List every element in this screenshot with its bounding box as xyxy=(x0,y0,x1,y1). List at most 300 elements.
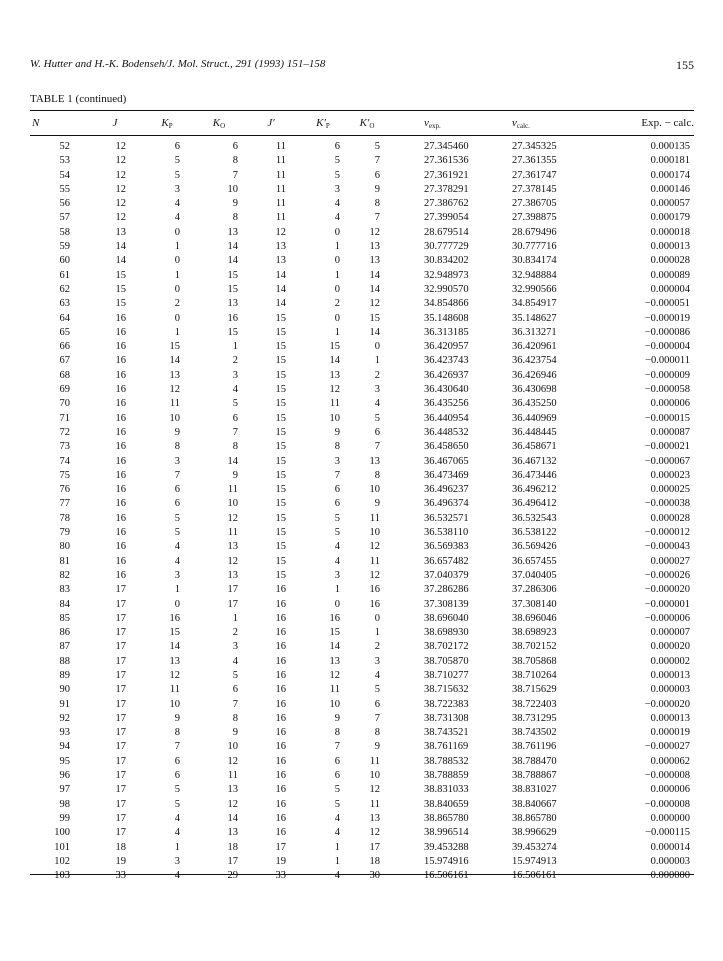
cell-j-prime: 16 xyxy=(275,798,286,810)
table-row xyxy=(0,599,723,613)
cell-nu-exp: 15.974916 xyxy=(424,855,469,867)
cell-ko: 10 xyxy=(227,498,238,510)
column-header-symbol: Exp. − calc. xyxy=(641,117,694,129)
cell-nu-exp: 16.506161 xyxy=(424,870,469,882)
cell-ko: 13 xyxy=(227,827,238,839)
cell-exp-minus-calc: 0.000135 xyxy=(650,141,690,152)
table-row xyxy=(0,799,723,813)
cell-kp: 4 xyxy=(174,212,180,224)
cell-ko: 9 xyxy=(232,727,238,739)
table-row xyxy=(0,527,723,541)
table-row xyxy=(0,284,723,298)
cell-n: 97 xyxy=(59,784,70,796)
cell-kp: 8 xyxy=(174,727,180,739)
cell-n: 76 xyxy=(59,484,70,496)
cell-ko: 12 xyxy=(227,512,238,524)
cell-n: 90 xyxy=(59,684,70,696)
cell-kp-prime: 4 xyxy=(334,541,340,553)
cell-kp-prime: 1 xyxy=(334,855,340,867)
cell-ko: 14 xyxy=(227,455,238,467)
table-row xyxy=(0,341,723,355)
cell-j-prime: 14 xyxy=(275,298,286,310)
cell-kp: 15 xyxy=(169,627,180,639)
cell-nu-exp: 38.702172 xyxy=(424,641,469,653)
cell-ko: 8 xyxy=(232,441,238,453)
cell-n: 68 xyxy=(59,369,70,381)
cell-ko: 10 xyxy=(227,183,238,195)
table-row xyxy=(0,584,723,598)
cell-n: 77 xyxy=(59,498,70,510)
cell-ko-prime: 14 xyxy=(369,283,380,295)
table-caption: TABLE 1 (continued) xyxy=(30,93,127,105)
cell-n: 91 xyxy=(59,698,70,710)
cell-exp-minus-calc: 0.000174 xyxy=(650,169,690,181)
cell-n: 70 xyxy=(59,398,70,410)
cell-j: 17 xyxy=(115,741,126,753)
cell-n: 69 xyxy=(59,384,70,396)
cell-ko: 9 xyxy=(232,198,238,210)
cell-exp-minus-calc: −0.000011 xyxy=(645,355,690,367)
cell-j: 18 xyxy=(115,841,126,853)
cell-j: 16 xyxy=(115,341,126,353)
cell-n: 86 xyxy=(59,627,70,639)
cell-exp-minus-calc: −0.000043 xyxy=(644,541,690,553)
cell-n: 102 xyxy=(54,855,70,867)
cell-j: 16 xyxy=(115,555,126,567)
cell-ko: 11 xyxy=(227,770,238,782)
cell-ko: 10 xyxy=(227,741,238,753)
cell-exp-minus-calc: 0.000007 xyxy=(650,627,690,639)
table-row xyxy=(0,842,723,856)
cell-j-prime: 11 xyxy=(275,212,286,224)
cell-kp-prime: 15 xyxy=(329,341,340,353)
cell-nu-exp: 37.286286 xyxy=(424,584,469,596)
cell-nu-exp: 38.788859 xyxy=(424,770,469,782)
cell-n: 95 xyxy=(59,755,70,767)
cell-j-prime: 15 xyxy=(275,555,286,567)
table-row xyxy=(0,856,723,870)
cell-ko-prime: 8 xyxy=(374,198,380,210)
table-row xyxy=(0,484,723,498)
cell-kp: 0 xyxy=(174,226,180,238)
cell-kp-prime: 13 xyxy=(329,369,340,381)
table-row xyxy=(0,570,723,584)
cell-kp: 1 xyxy=(174,326,180,338)
cell-ko-prime: 12 xyxy=(369,569,380,581)
table-row xyxy=(0,670,723,684)
table-row xyxy=(0,627,723,641)
cell-exp-minus-calc: 0.000089 xyxy=(650,269,690,281)
cell-nu-exp: 32.990570 xyxy=(424,283,469,295)
cell-kp-prime: 15 xyxy=(329,627,340,639)
cell-nu-exp: 27.361536 xyxy=(424,155,469,167)
cell-kp: 9 xyxy=(174,426,180,438)
cell-kp-prime: 1 xyxy=(334,584,340,596)
cell-ko: 13 xyxy=(227,298,238,310)
cell-nu-exp: 38.743521 xyxy=(424,727,469,739)
cell-nu-exp: 36.426937 xyxy=(424,369,469,381)
table-row xyxy=(0,398,723,412)
table-row xyxy=(0,313,723,327)
cell-n: 103 xyxy=(54,870,70,882)
cell-j-prime: 14 xyxy=(275,283,286,295)
cell-j-prime: 16 xyxy=(275,655,286,667)
cell-exp-minus-calc: 0.000013 xyxy=(650,712,690,724)
table-row xyxy=(0,556,723,570)
cell-j: 17 xyxy=(115,727,126,739)
cell-exp-minus-calc: 0.000006 xyxy=(650,398,690,410)
cell-kp: 12 xyxy=(169,384,180,396)
cell-j: 12 xyxy=(115,155,126,167)
cell-j: 16 xyxy=(115,469,126,481)
cell-ko-prime: 12 xyxy=(369,226,380,238)
column-header-subscript: P xyxy=(168,122,173,130)
cell-j: 17 xyxy=(115,798,126,810)
cell-nu-exp: 36.448532 xyxy=(424,426,469,438)
cell-kp: 4 xyxy=(174,827,180,839)
cell-j: 16 xyxy=(115,498,126,510)
cell-kp-prime: 5 xyxy=(334,155,340,167)
cell-nu-exp: 38.731308 xyxy=(424,712,469,724)
cell-nu-calc: 32.948884 xyxy=(512,269,557,281)
cell-exp-minus-calc: −0.000067 xyxy=(644,455,690,467)
table-row xyxy=(0,613,723,627)
column-header-ko xyxy=(202,117,236,130)
cell-nu-calc: 30.834174 xyxy=(512,255,557,267)
cell-kp-prime: 9 xyxy=(334,712,340,724)
cell-nu-calc: 38.865780 xyxy=(512,812,557,824)
cell-j: 17 xyxy=(115,627,126,639)
cell-ko-prime: 11 xyxy=(369,755,380,767)
cell-kp: 11 xyxy=(169,398,180,410)
cell-kp-prime: 8 xyxy=(334,727,340,739)
cell-ko: 18 xyxy=(227,841,238,853)
cell-n: 75 xyxy=(59,469,70,481)
cell-ko-prime: 5 xyxy=(374,684,380,696)
table-row xyxy=(0,184,723,198)
cell-j: 12 xyxy=(115,141,126,152)
cell-j: 16 xyxy=(115,541,126,553)
cell-kp-prime: 3 xyxy=(334,183,340,195)
table-row xyxy=(0,827,723,841)
cell-j-prime: 16 xyxy=(275,669,286,681)
cell-kp: 8 xyxy=(174,441,180,453)
cell-kp: 3 xyxy=(174,455,180,467)
cell-ko: 15 xyxy=(227,269,238,281)
cell-exp-minus-calc: −0.000020 xyxy=(644,698,690,710)
cell-n: 61 xyxy=(59,269,70,281)
cell-n: 64 xyxy=(59,312,70,324)
cell-nu-exp: 38.996514 xyxy=(424,827,469,839)
cell-j-prime: 15 xyxy=(275,455,286,467)
cell-n: 84 xyxy=(59,598,70,610)
cell-j: 16 xyxy=(115,569,126,581)
cell-j-prime: 16 xyxy=(275,684,286,696)
cell-n: 88 xyxy=(59,655,70,667)
cell-nu-calc: 38.702152 xyxy=(512,641,557,653)
cell-exp-minus-calc: 0.000020 xyxy=(650,641,690,653)
cell-nu-exp: 38.710277 xyxy=(424,669,469,681)
cell-nu-calc: 36.496212 xyxy=(512,484,557,496)
table-row xyxy=(0,298,723,312)
cell-nu-exp: 27.386762 xyxy=(424,198,469,210)
cell-j: 17 xyxy=(115,598,126,610)
cell-ko: 13 xyxy=(227,541,238,553)
cell-j-prime: 33 xyxy=(275,870,286,882)
cell-kp-prime: 0 xyxy=(334,312,340,324)
cell-nu-calc: 38.743502 xyxy=(512,727,557,739)
cell-exp-minus-calc: 0.000019 xyxy=(650,727,690,739)
cell-exp-minus-calc: −0.000115 xyxy=(645,827,690,839)
cell-nu-calc: 38.696046 xyxy=(512,612,557,624)
cell-j: 12 xyxy=(115,183,126,195)
cell-kp: 5 xyxy=(174,527,180,539)
column-header-nu-calc xyxy=(512,117,592,130)
cell-kp-prime: 5 xyxy=(334,169,340,181)
cell-exp-minus-calc: −0.000008 xyxy=(644,798,690,810)
cell-ko: 4 xyxy=(232,384,238,396)
table-row xyxy=(0,870,723,884)
column-header-symbol: K xyxy=(212,117,221,129)
cell-n: 62 xyxy=(59,283,70,295)
cell-ko-prime: 1 xyxy=(374,355,380,367)
cell-kp-prime: 0 xyxy=(334,283,340,295)
table-row xyxy=(0,456,723,470)
cell-ko: 15 xyxy=(227,326,238,338)
cell-n: 63 xyxy=(59,298,70,310)
cell-j-prime: 16 xyxy=(275,627,286,639)
cell-kp: 6 xyxy=(174,755,180,767)
cell-j-prime: 11 xyxy=(275,155,286,167)
cell-j: 16 xyxy=(115,441,126,453)
cell-kp: 5 xyxy=(174,798,180,810)
cell-nu-exp: 36.458650 xyxy=(424,441,469,453)
cell-n: 99 xyxy=(59,812,70,824)
cell-ko-prime: 7 xyxy=(374,712,380,724)
cell-j-prime: 16 xyxy=(275,784,286,796)
cell-ko-prime: 2 xyxy=(374,369,380,381)
cell-nu-calc: 38.731295 xyxy=(512,712,557,724)
table-row xyxy=(0,756,723,770)
cell-n: 66 xyxy=(59,341,70,353)
cell-kp: 1 xyxy=(174,241,180,253)
cell-j: 17 xyxy=(115,684,126,696)
cell-n: 79 xyxy=(59,527,70,539)
cell-ko-prime: 16 xyxy=(369,584,380,596)
cell-j-prime: 16 xyxy=(275,727,286,739)
cell-kp-prime: 7 xyxy=(334,741,340,753)
cell-nu-exp: 34.854866 xyxy=(424,298,469,310)
cell-nu-exp: 37.308139 xyxy=(424,598,469,610)
cell-ko-prime: 0 xyxy=(374,341,380,353)
cell-kp-prime: 1 xyxy=(334,269,340,281)
cell-ko: 8 xyxy=(232,712,238,724)
table-row xyxy=(0,770,723,784)
table-row xyxy=(0,384,723,398)
cell-kp: 16 xyxy=(169,612,180,624)
cell-nu-calc: 38.788470 xyxy=(512,755,557,767)
cell-j-prime: 16 xyxy=(275,770,286,782)
cell-kp-prime: 10 xyxy=(329,698,340,710)
cell-nu-exp: 27.378291 xyxy=(424,183,469,195)
cell-nu-exp: 36.657482 xyxy=(424,555,469,567)
cell-ko-prime: 9 xyxy=(374,741,380,753)
cell-kp-prime: 1 xyxy=(334,326,340,338)
cell-exp-minus-calc: 0.000062 xyxy=(650,755,690,767)
cell-ko-prime: 4 xyxy=(374,669,380,681)
cell-j-prime: 11 xyxy=(275,183,286,195)
cell-kp: 6 xyxy=(174,484,180,496)
cell-j-prime: 13 xyxy=(275,241,286,253)
cell-nu-exp: 36.467065 xyxy=(424,455,469,467)
cell-nu-calc: 38.788867 xyxy=(512,770,557,782)
cell-kp-prime: 7 xyxy=(334,469,340,481)
cell-kp: 5 xyxy=(174,512,180,524)
cell-n: 65 xyxy=(59,326,70,338)
cell-ko: 16 xyxy=(227,312,238,324)
cell-j-prime: 11 xyxy=(275,198,286,210)
cell-nu-calc: 27.386705 xyxy=(512,198,557,210)
cell-j-prime: 16 xyxy=(275,741,286,753)
cell-nu-exp: 36.420957 xyxy=(424,341,469,353)
cell-exp-minus-calc: −0.000015 xyxy=(644,412,690,424)
cell-j-prime: 15 xyxy=(275,384,286,396)
cell-ko-prime: 30 xyxy=(369,870,380,882)
cell-j: 17 xyxy=(115,784,126,796)
cell-ko-prime: 5 xyxy=(374,141,380,152)
cell-kp-prime: 0 xyxy=(334,255,340,267)
cell-nu-exp: 27.361921 xyxy=(424,169,469,181)
cell-nu-calc: 28.679496 xyxy=(512,226,557,238)
table-row xyxy=(0,498,723,512)
cell-exp-minus-calc: 0.000057 xyxy=(650,198,690,210)
cell-j: 17 xyxy=(115,612,126,624)
cell-exp-minus-calc: 0.000000 xyxy=(650,812,690,824)
cell-j-prime: 16 xyxy=(275,698,286,710)
cell-exp-minus-calc: 0.000025 xyxy=(650,484,690,496)
cell-ko-prime: 9 xyxy=(374,183,380,195)
cell-kp: 4 xyxy=(174,198,180,210)
cell-nu-exp: 27.345460 xyxy=(424,141,469,152)
cell-kp: 0 xyxy=(174,312,180,324)
cell-nu-calc: 36.435250 xyxy=(512,398,557,410)
table-row xyxy=(0,241,723,255)
cell-ko: 13 xyxy=(227,226,238,238)
cell-nu-exp: 36.496237 xyxy=(424,484,469,496)
cell-j-prime: 16 xyxy=(275,598,286,610)
cell-n: 78 xyxy=(59,512,70,524)
cell-kp-prime: 4 xyxy=(334,212,340,224)
cell-nu-exp: 36.440954 xyxy=(424,412,469,424)
cell-n: 60 xyxy=(59,255,70,267)
cell-kp: 1 xyxy=(174,269,180,281)
cell-ko: 8 xyxy=(232,155,238,167)
cell-kp-prime: 11 xyxy=(329,398,340,410)
cell-nu-calc: 38.710264 xyxy=(512,669,557,681)
cell-exp-minus-calc: 0.000013 xyxy=(650,241,690,253)
column-header-kp-prime xyxy=(306,117,340,130)
cell-ko-prime: 12 xyxy=(369,541,380,553)
cell-j-prime: 15 xyxy=(275,398,286,410)
cell-nu-calc: 36.423754 xyxy=(512,355,557,367)
cell-nu-exp: 38.831033 xyxy=(424,784,469,796)
cell-ko-prime: 8 xyxy=(374,727,380,739)
cell-exp-minus-calc: −0.000020 xyxy=(644,584,690,596)
cell-ko-prime: 18 xyxy=(369,855,380,867)
cell-j-prime: 11 xyxy=(275,169,286,181)
cell-n: 94 xyxy=(59,741,70,753)
cell-nu-exp: 36.430640 xyxy=(424,384,469,396)
cell-kp-prime: 14 xyxy=(329,355,340,367)
cell-j: 12 xyxy=(115,198,126,210)
cell-n: 73 xyxy=(59,441,70,453)
cell-n: 85 xyxy=(59,612,70,624)
cell-j: 16 xyxy=(115,326,126,338)
cell-ko-prime: 10 xyxy=(369,770,380,782)
cell-ko: 14 xyxy=(227,812,238,824)
cell-nu-exp: 38.865780 xyxy=(424,812,469,824)
cell-ko: 12 xyxy=(227,798,238,810)
column-header-subscript: exp. xyxy=(428,122,441,130)
cell-nu-calc: 37.286306 xyxy=(512,584,557,596)
cell-nu-exp: 38.705870 xyxy=(424,655,469,667)
cell-kp: 1 xyxy=(174,841,180,853)
cell-ko-prime: 16 xyxy=(369,598,380,610)
cell-kp-prime: 5 xyxy=(334,512,340,524)
cell-ko: 7 xyxy=(232,426,238,438)
cell-nu-exp: 38.840659 xyxy=(424,798,469,810)
cell-ko-prime: 9 xyxy=(374,498,380,510)
cell-j: 17 xyxy=(115,812,126,824)
cell-n: 92 xyxy=(59,712,70,724)
cell-ko-prime: 3 xyxy=(374,384,380,396)
table-row xyxy=(0,370,723,384)
table-row xyxy=(0,741,723,755)
cell-j-prime: 16 xyxy=(275,712,286,724)
cell-nu-calc: 27.361747 xyxy=(512,169,557,181)
cell-ko-prime: 4 xyxy=(374,398,380,410)
cell-n: 89 xyxy=(59,669,70,681)
cell-ko-prime: 12 xyxy=(369,784,380,796)
cell-ko: 14 xyxy=(227,255,238,267)
cell-ko-prime: 10 xyxy=(369,527,380,539)
table-row xyxy=(0,155,723,169)
cell-n: 81 xyxy=(59,555,70,567)
cell-ko-prime: 12 xyxy=(369,298,380,310)
cell-kp: 2 xyxy=(174,298,180,310)
cell-kp: 3 xyxy=(174,569,180,581)
cell-j-prime: 15 xyxy=(275,326,286,338)
cell-n: 53 xyxy=(59,155,70,167)
cell-kp: 3 xyxy=(174,183,180,195)
cell-j: 15 xyxy=(115,269,126,281)
cell-kp-prime: 0 xyxy=(334,598,340,610)
cell-kp: 14 xyxy=(169,355,180,367)
cell-n: 74 xyxy=(59,455,70,467)
cell-kp-prime: 11 xyxy=(329,684,340,696)
cell-kp: 4 xyxy=(174,870,180,882)
cell-n: 80 xyxy=(59,541,70,553)
cell-ko: 12 xyxy=(227,755,238,767)
cell-ko-prime: 11 xyxy=(369,512,380,524)
cell-nu-calc: 36.458671 xyxy=(512,441,557,453)
cell-ko-prime: 11 xyxy=(369,798,380,810)
cell-ko: 12 xyxy=(227,555,238,567)
running-head xyxy=(30,58,694,74)
cell-j-prime: 15 xyxy=(275,441,286,453)
cell-ko-prime: 7 xyxy=(374,441,380,453)
table-row xyxy=(0,513,723,527)
